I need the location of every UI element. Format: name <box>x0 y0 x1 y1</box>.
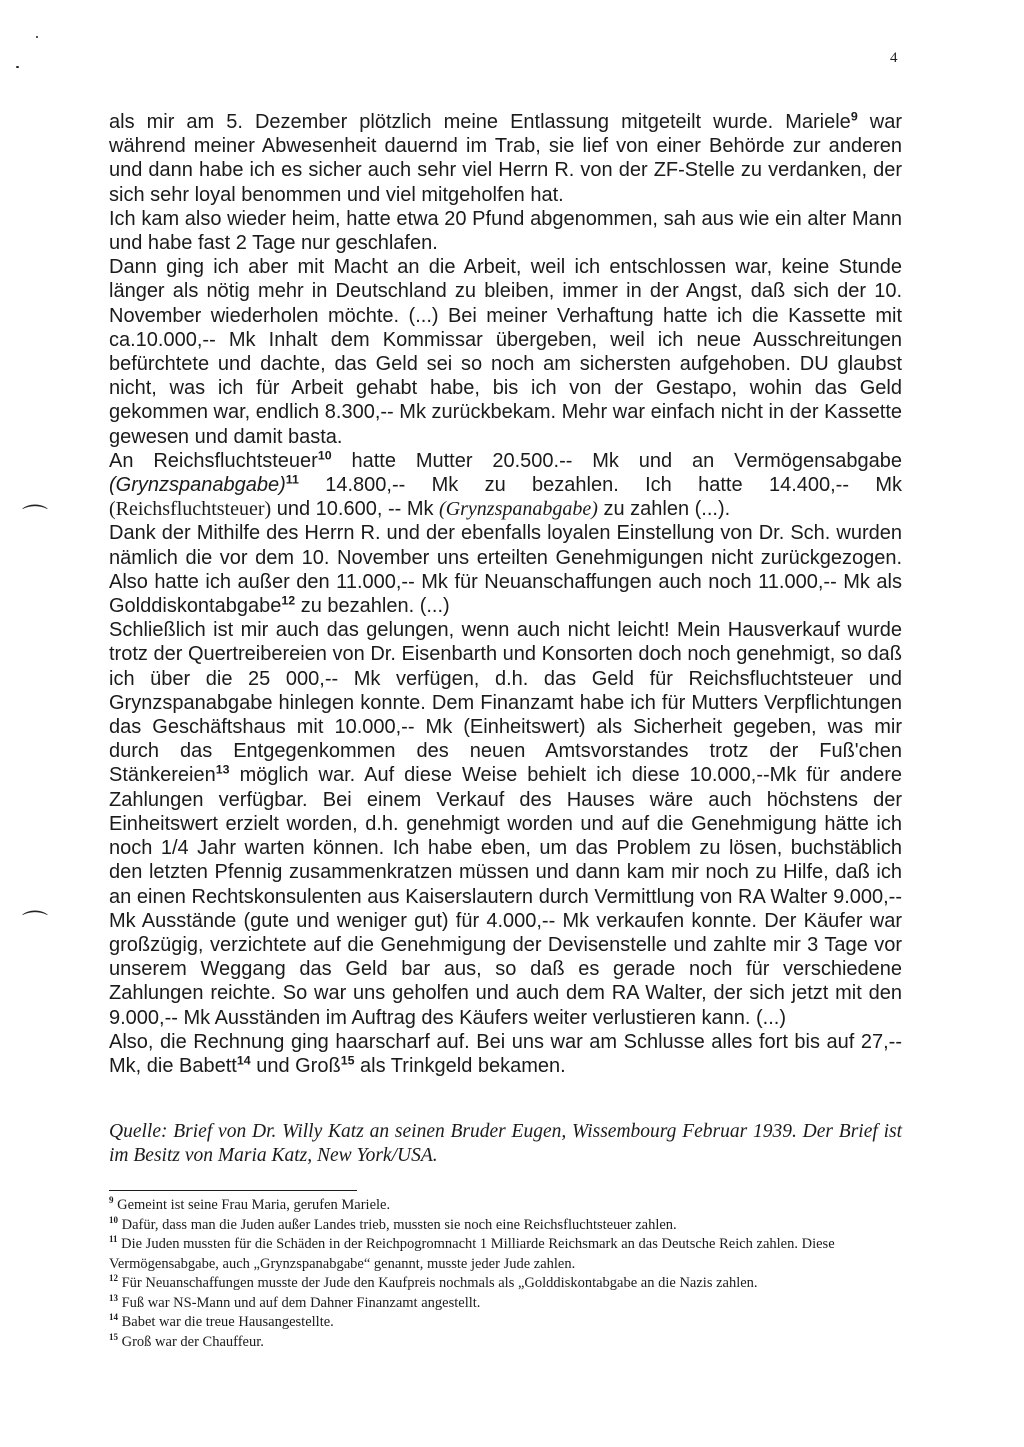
footnote-10: $^{10}$ Dafür, dass man die Juden außer Landes trieb, mussten sie noch eine Reichsfluchtsteuer zahlen. <box>109 1214 677 1233</box>
punch-hole-mark-bottom: ⌒ <box>22 910 49 940</box>
paragraph-return-home: Ich kam also wieder heim, hatte etwa 20 Pfund abgenommen, sah aus wie ein alter Mann und habe fast 2 Tage nur geschlafen. <box>109 207 902 255</box>
paragraph-work: Dann ging ich aber mit Macht an die Arbeit, weil ich entschlossen war, keine Stunde länger als nötig mehr in Deutschland zu bleiben, immer in der Angst, daß sich der 10. November wiederholen möchte. (...) Bei meiner Verhaftung hatte ich die Kassette mit ca.10.000,-- Mk Inhalt dem Kommissar übergeben, weil ich neue Ausschreitungen befürchtete und dachte, das Geld sei so noch am sichersten aufgehoben. DU glaubst nicht, was ich für Arbeit gehabt habe, bis ich von der Gestapo, wohin das Geld gekommen war, endlich 8.300,-- Mk zurückbekam. Mehr war einfach nicht in der Kassette gewesen und damit basta. <box>109 256 902 448</box>
footnote-ref-12: 12 <box>281 593 296 608</box>
page-number: 4 <box>890 50 898 66</box>
footnote-ref-15: 15 <box>340 1053 355 1068</box>
footnote-9: $^9$ Gemeint ist seine Frau Maria, gerufen Mariele. <box>109 1195 391 1213</box>
footnote-ref-9: 9 <box>850 109 858 124</box>
paragraph-release: als mir am 5. Dezember plötzlich meine Entlassung mitgeteilt wurde. Mariele$^9$ war während meiner Abwesenheit dauernd im Trab, sie lief von einer Behörde zur anderen und dann habe ich es sicher auch sehr viel Herrn R. von der ZF-Stelle zu verdanken, der sich sehr loyal benommen und viel mitgeholfen hat. <box>109 109 902 206</box>
scan-speck <box>16 66 19 68</box>
footnote-12: $^{12}$ Für Neuanschaffungen musste der Jude den Kaufpreis nochmals als „Golddiskontabgabe an die Nazis zahlen. <box>109 1273 758 1291</box>
footnote-ref-13: 13 <box>215 762 230 777</box>
letter-body <box>109 110 902 1078</box>
footnote-ref-11: 11 <box>285 472 299 487</box>
source-citation: Quelle: Brief von Dr. Willy Katz an seinen Bruder Eugen, Wissembourg Februar 1939. Der Brief ist im Besitz von Maria Katz, New York/USA. <box>109 1121 902 1166</box>
scan-speck <box>36 36 38 38</box>
paragraph-final-account: Also, die Rechnung ging haarscharf auf. Bei uns war am Schlusse alles fort bis auf 27,-- Mk, die Babett$^{14}$ und Groß$^{15}$ als Trinkgeld bekamen. <box>109 1030 902 1077</box>
paragraph-taxes: An Reichsfluchtsteuer$^{10}$ hatte Mutter 20.500.-- Mk und an Vermögensabgabe (Grynzspanabgabe)$^{11}$ 14.800,-- Mk zu bezahlen. Ich hatte 14.400,-- Mk (Reichsfluchtsteuer) und 10.600, -- Mk (Grynzspanabgabe) zu zahlen (...). <box>109 448 902 521</box>
paragraph-permits: Dank der Mithilfe des Herrn R. und der ebenfalls loyalen Einstellung von Dr. Sch. wurden nämlich die vor dem 10. November uns erteilten Genehmigungen nicht zurückgezogen. Also hatte ich außer den 11.000,-- Mk für Neuanschaffungen auch noch 11.000,-- Mk als Golddiskontabgabe$^{12}$ zu bezahlen. (...) <box>109 522 902 618</box>
footnote-14: $^{14}$ Babet war die treue Hausangestellte. <box>109 1312 334 1330</box>
punch-hole-mark-top: ⌒ <box>22 504 49 534</box>
footnote-15: $^{15}$ Groß war der Chauffeur. <box>109 1331 264 1350</box>
paragraph-house-sale: Schließlich ist mir auch das gelungen, wenn auch nicht leicht! Mein Hausverkauf wurde trotz der Quertreibereien von Dr. Eisenbarth und Konsorten doch noch genehmigt, so daß ich über die 25 000,-- Mk verfügen, d.h. das Geld für Reichsfluchtsteuer und Grynzspanabgabe hinlegen konnte. Dem Finanzamt habe ich für Mutters Verpflichtungen das Geschäftshaus mit 10.000,-- Mk (Einheitswert) als Sicherheit gegeben, was mir durch das Entgegenkommen des neuen Amtsvorstandes trotz der Fuß'chen Stänkereien$^{13}$ möglich war. Auf diese Weise behielt ich diese 10.000,--Mk für andere Zahlungen verfügbar. Bei einem Verkauf des Hauses wäre auch höchstens der Einheitswert erzielt worden, d.h. genehmigt worden und auf die Genehmigung hätte ich noch 1/4 Jahr warten können. Ich habe eben, um das Problem zu lösen, buchstäblich den letzten Pfennig zusammenkratzen müssen und dann kam mir noch zu Hilfe, daß ich an einen Rechtskonsulenten aus Kaiserslautern durch Vermittlung von RA Walter 9.000,-- Mk Ausstände (gute und weniger gut) für 4.000,-- Mk verkaufen konnte. Der Käufer war großzügig, verzichtete auf die Genehmigung der Devisenstelle und zahlte mir 3 Tage vor unserem Weggang das Geld bar aus, so daß es gerade noch für verschiedene Zahlungen reichte. So war uns geholfen und auch dem RA Walter, der sich jetzt mit den 9.000,-- Mk Ausständen im Auftrag des Käufers weiter verlustieren kann. (...) <box>109 619 902 1029</box>
footnote-11: $^{11}$ Die Juden mussten für die Schäden in der Reichpogromnacht 1 Milliarde Reichsmark an das Deutsche Reich zahlen. Diese Vermögensabgabe, auch „Grynzspanabgabe“ genannt, musste jeder Jude zahlen. <box>109 1234 835 1272</box>
footnote-divider <box>109 1190 357 1191</box>
footnote-ref-14: 14 <box>236 1053 251 1068</box>
footnote-13: $^{13}$ Fuß war NS-Mann und auf dem Dahner Finanzamt angestellt. <box>109 1292 481 1311</box>
footnote-ref-10: 10 <box>317 448 332 463</box>
footnotes <box>109 1196 902 1352</box>
